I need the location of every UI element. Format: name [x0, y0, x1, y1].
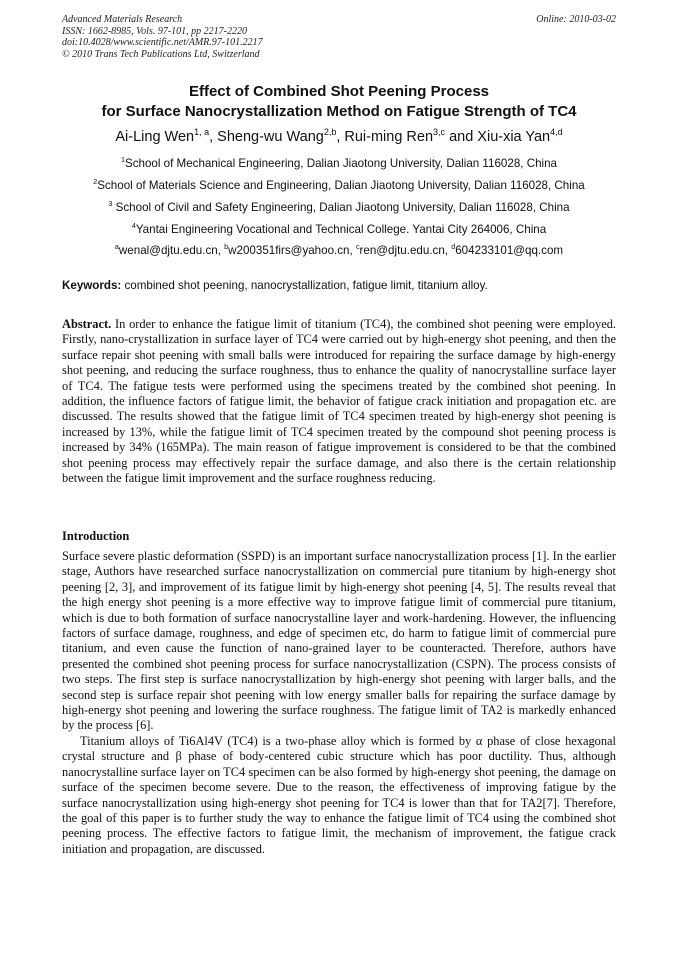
title-line-1: Effect of Combined Shot Peening Process [188, 83, 490, 100]
author-sup: 1, a [194, 127, 210, 138]
author [344, 129, 445, 145]
author-list [30, 128, 648, 146]
email-sup: c [355, 242, 360, 252]
introduction-paragraph: Surface severe plastic deformation (SSPD) is an important surface nanocrystallization process [1]. In the earlier stage, Authors have researched surface nanocrystallization on commercial pure titanium by high-energy shot peening [2, 3], and improvement of its fatigue limit by high-energy shot peening [4, 5]. The results reveal that the high energy shot peening is a more effective way to improve fatigue limit of commercial pure titanium, which is due to both formation of surface nanocrystalline layer and work-hardening. However, the influencing factors of surface damage, roughness, and edge of specimen etc, do harm to fatigue limit of commercial pure titanium, and even cause the function of nano-grained layer to be counteracted. Therefore, authors have presented the combined shot peening process for surface nanocrystallization (CSPN). The process consists of two steps. The first step is surface nanocrystallization by high-energy shot peening with larger balls, and the second step is surface repair shot peening with low energy smaller balls for repairing the surface damage by high-energy shot peening and lowering the surface roughness. The fatigue limit of TA2 is markedly enhanced by the process [6]. [62, 549, 616, 733]
author-sup: 4,d [550, 127, 563, 138]
email-link[interactable]: ren@djtu.edu.cn, [359, 244, 452, 257]
affiliation-text: Yantai Engineering Vocational and Technical College. Yantai City 264006, China [135, 223, 547, 236]
author-sep: , [336, 129, 345, 145]
email-sup: a [114, 242, 119, 252]
affiliation-sup: 1 [120, 155, 125, 165]
affiliation-sup: 2 [93, 177, 98, 187]
author [217, 129, 336, 145]
paper-title [40, 82, 638, 122]
author-name: Ai-Ling Wen [115, 129, 195, 145]
email-list [20, 244, 658, 258]
copyright-line: © 2010 Trans Tech Publications Ltd, Switzerland [62, 48, 260, 60]
author-sep: and [445, 129, 478, 145]
author-name: Rui-ming Ren [344, 129, 434, 145]
introduction-paragraph: Titanium alloys of Ti6Al4V (TC4) is a two-phase alloy which is formed by α phase of close hexagonal crystal structure and β phase of body-centered cubic structure which has poor ductility. Thus, although nanocrystalline surface layer on TC4 specimen can be also formed by high-energy shot peening, the damage on surface of the specimen become severe. Due to the reason, the effectiveness of improving fatigue by the surface nanocrystallization using high-energy shot peening for TC4 is lower than that for TA2[7]. Therefore, the goal of this paper is to further study the way to enhance the fatigue limit of TC4 using the combined shot peening process. The effective factors to fatigue limit, the mechanism of improvement, the fatigue crack initiation and propagation, are discussed. [62, 733, 616, 856]
author-sup: 2,b [323, 127, 337, 138]
email-sup: d [451, 242, 456, 252]
abstract [62, 317, 616, 486]
issn-line: ISSN: 1662-8985, Vols. 97-101, pp 2217-2220 [62, 25, 247, 37]
affiliation-4 [20, 223, 658, 237]
affiliation-sup: 4 [131, 221, 136, 231]
affiliation-text: School of Mechanical Engineering, Dalian Jiaotong University, Dalian 116028, China [124, 157, 557, 170]
title-line-2: for Surface Nanocrystallization Method on Fatigue Strength of TC4 [101, 103, 577, 120]
online-date: Online: 2010-03-02 [536, 14, 616, 25]
email-sup: b [224, 242, 229, 252]
author-sep: , [209, 129, 218, 145]
journal-header [62, 14, 616, 60]
email-link[interactable]: w200351firs@yahoo.cn, [228, 244, 356, 257]
author-name: Xiu-xia Yan [477, 129, 551, 145]
author [477, 129, 562, 145]
affiliation-3 [20, 201, 658, 215]
keywords-label: Keywords: [62, 279, 122, 292]
keywords-text: combined shot peening, nanocrystallization, fatigue limit, titanium alloy. [121, 279, 488, 292]
author-name: Sheng-wu Wang [217, 129, 324, 145]
email-link[interactable]: wenal@djtu.edu.cn, [118, 244, 225, 257]
affiliation-1 [20, 157, 658, 171]
affiliation-text: School of Civil and Safety Engineering, Dalian Jiaotong University, Dalian 116028, China [112, 201, 570, 214]
affiliation-2 [20, 179, 658, 193]
affiliation-sup: 3 [108, 199, 113, 209]
affiliation-text: School of Materials Science and Engineering, Dalian Jiaotong University, Dalian 116028, China [97, 179, 585, 192]
author [115, 129, 209, 145]
journal-name: Advanced Materials Research [62, 14, 183, 25]
abstract-text: In order to enhance the fatigue limit of titanium (TC4), the combined shot peening were employed. Firstly, nano-crystallization in surface layer of TC4 were carried out by high-energy shot peening, and then the surface repair shot peening with small balls were introduced for repairing the surface damage by high-energy shot peening, and reducing the surface roughness, thus to enhance the quality of nanocrystalline surface layer of TC4. The fatigue tests were performed using the specimens treated by the combined shot peening. In addition, the influence factors of fatigue limit, the behavior of fatigue crack initiation and propagation etc. are discussed. The results showed that the fatigue limit of TC4 specimen treated by high-energy shot peening is increased by 13%, while the fatigue limit of TC4 specimen treated by the compound shot peening process is increased by 34% (165MPa). The main reason of fatigue improvement is considered to be that the combined shot peening process may effectively repair the surface damage, and also there is the certain relationship between the fatigue limit improvement and the surface roughness reducing. [62, 317, 616, 486]
abstract-label: Abstract. [62, 317, 112, 331]
author-sup: 3,c [433, 127, 446, 138]
keywords [62, 279, 616, 293]
introduction-body [62, 549, 616, 857]
introduction-heading: Introduction [62, 529, 130, 543]
doi-line: doi:10.4028/www.scientific.net/AMR.97-101.2217 [62, 37, 263, 48]
email-link[interactable]: 604233101@qq.com [455, 244, 564, 257]
